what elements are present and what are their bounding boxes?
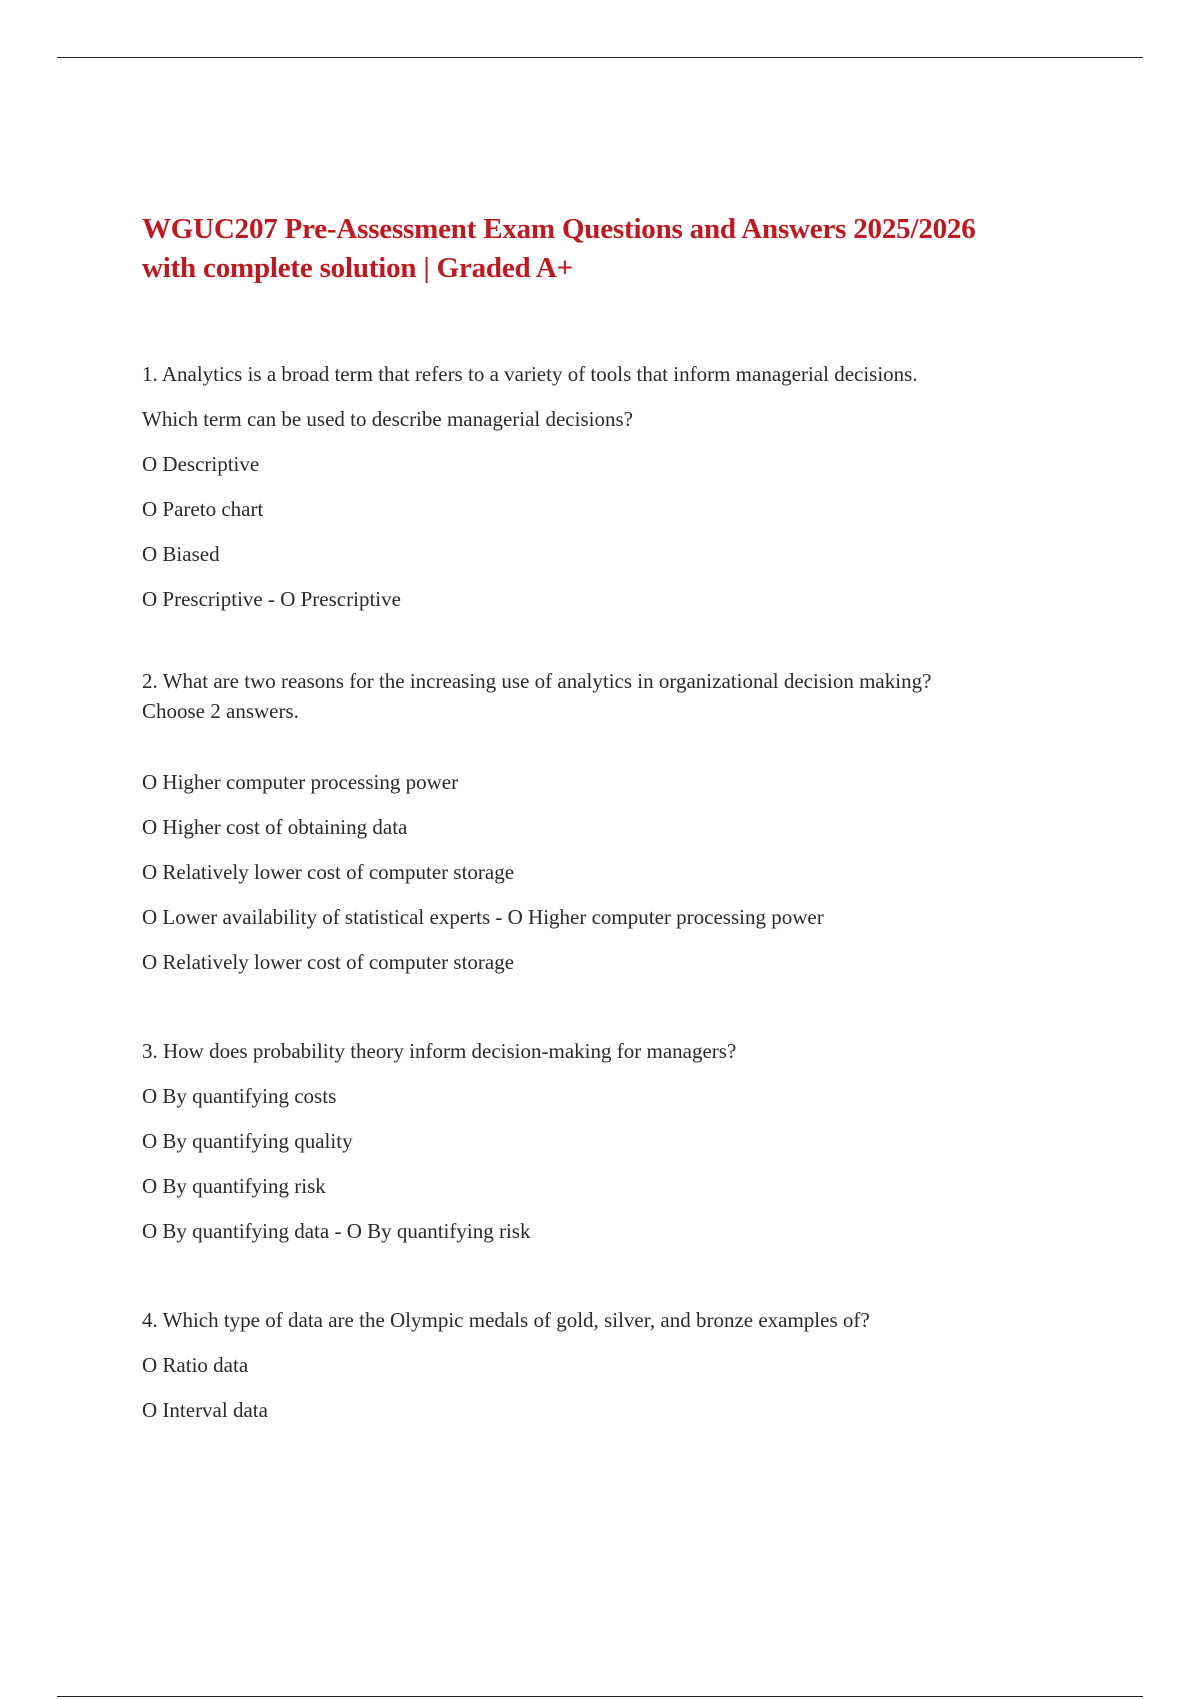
question-3-option-4: O By quantifying data - O By quantifying risk (142, 1219, 531, 1243)
bottom-divider (57, 1696, 1143, 1697)
top-divider (57, 57, 1143, 58)
question-1-option-3: O Biased (142, 542, 220, 566)
question-4-option-2: O Interval data (142, 1398, 268, 1422)
question-2-text-line-1: 2. What are two reasons for the increasing use of analytics in organizational decision making? (142, 669, 932, 693)
question-3-text: 3. How does probability theory inform decision-making for managers? (142, 1039, 737, 1063)
question-gap (142, 1254, 1082, 1298)
question-1-text-line-2: Which term can be used to describe managerial decisions? (142, 407, 633, 431)
question-3-option-3: O By quantifying risk (142, 1174, 326, 1198)
document-title-line-1: WGUC207 Pre-Assessment Exam Questions and Answers 2025/2026 (142, 213, 976, 245)
question-gap (142, 622, 1082, 666)
question-2-option-4: O Lower availability of statistical experts - O Higher computer processing power (142, 905, 824, 929)
question-1-option-1: O Descriptive (142, 452, 260, 476)
question-2-text-line-2: Choose 2 answers. (142, 699, 299, 723)
question-2-gap (142, 726, 1082, 760)
question-4-option-1: O Ratio data (142, 1353, 249, 1377)
question-2-option-3: O Relatively lower cost of computer storage (142, 860, 515, 884)
question-4-text: 4. Which type of data are the Olympic medals of gold, silver, and bronze examples of? (142, 1308, 870, 1332)
question-2-option-1: O Higher computer processing power (142, 770, 459, 794)
document-title-line-2: with complete solution | Graded A+ (142, 252, 573, 284)
question-2 (142, 666, 1082, 985)
question-1 (142, 352, 1082, 622)
question-gap (142, 985, 1082, 1029)
question-1-text-line-1: 1. Analytics is a broad term that refers to a variety of tools that inform managerial decisions. (142, 362, 918, 386)
question-2-option-5: O Relatively lower cost of computer storage (142, 950, 515, 974)
question-1-option-4: O Prescriptive - O Prescriptive (142, 587, 401, 611)
document-title (142, 210, 1082, 288)
document-body (142, 210, 1082, 1433)
question-4 (142, 1298, 1082, 1433)
question-1-option-2: O Pareto chart (142, 497, 264, 521)
question-3-option-1: O By quantifying costs (142, 1084, 337, 1108)
question-3-option-2: O By quantifying quality (142, 1129, 353, 1153)
question-2-option-2: O Higher cost of obtaining data (142, 815, 408, 839)
question-3 (142, 1029, 1082, 1254)
